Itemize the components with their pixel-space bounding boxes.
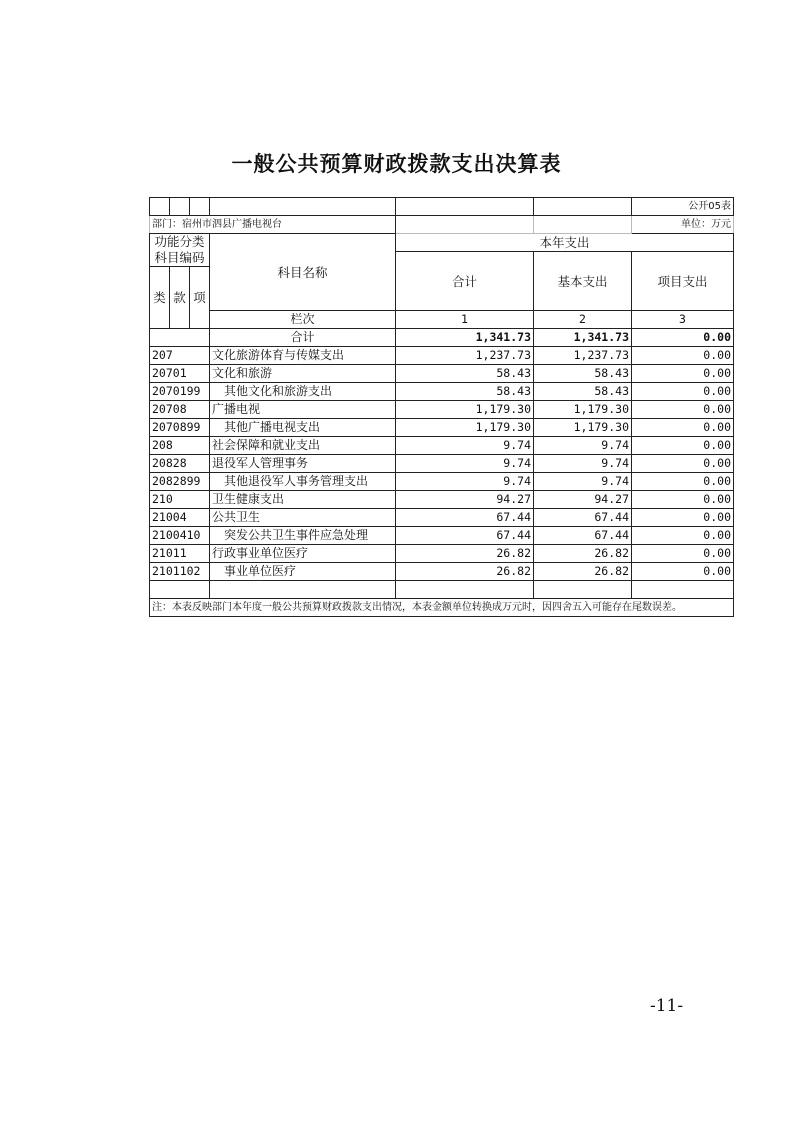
row-subject-name: 事业单位医疗 (210, 563, 396, 581)
table-row (150, 491, 734, 509)
row-total: 9.74 (396, 473, 534, 491)
table-row (150, 365, 734, 383)
lei-header: 类 (150, 267, 170, 329)
row-code: 207 (150, 347, 210, 365)
row-project: 0.00 (632, 473, 734, 491)
row-basic: 1,179.30 (534, 401, 632, 419)
row-subject-name: 行政事业单位医疗 (210, 545, 396, 563)
row-subject-name: 卫生健康支出 (210, 491, 396, 509)
row-basic: 58.43 (534, 383, 632, 401)
row-code: 20701 (150, 365, 210, 383)
col-index-2: 2 (534, 311, 632, 329)
total-row-label: 合计 (210, 329, 396, 347)
table-row (150, 455, 734, 473)
page-title: 一般公共预算财政拨款支出决算表 (231, 152, 562, 176)
this-year-header: 本年支出 (396, 234, 734, 252)
row-project: 0.00 (632, 365, 734, 383)
unit-label: 单位：万元 (632, 216, 734, 234)
row-total: 26.82 (396, 563, 534, 581)
row-project: 0.00 (632, 545, 734, 563)
row-subject-name: 其他退役军人事务管理支出 (210, 473, 396, 491)
row-project: 0.00 (632, 419, 734, 437)
row-project: 0.00 (632, 527, 734, 545)
row-total: 1,179.30 (396, 419, 534, 437)
row-code: 2082899 (150, 473, 210, 491)
row-total: 9.74 (396, 455, 534, 473)
row-basic: 67.44 (534, 527, 632, 545)
row-project: 0.00 (632, 437, 734, 455)
row-subject-name: 广播电视 (210, 401, 396, 419)
row-code: 21004 (150, 509, 210, 527)
kuan-header: 款 (170, 267, 190, 329)
project-header: 项目支出 (632, 252, 734, 311)
note-row (150, 599, 734, 617)
row-basic: 9.74 (534, 473, 632, 491)
row-total: 26.82 (396, 545, 534, 563)
row-project: 0.00 (632, 509, 734, 527)
row-subject-name: 其他广播电视支出 (210, 419, 396, 437)
lanci-label: 栏次 (210, 311, 396, 329)
total-header: 合计 (396, 252, 534, 311)
row-project: 0.00 (632, 563, 734, 581)
expenditure-table (149, 197, 734, 617)
row-project: 0.00 (632, 455, 734, 473)
row-code: 210 (150, 491, 210, 509)
row-basic: 58.43 (534, 365, 632, 383)
table-row (150, 347, 734, 365)
col-index-3: 3 (632, 311, 734, 329)
department-row (150, 216, 734, 234)
total-row-basic: 1,341.73 (534, 329, 632, 347)
header-row-1 (150, 234, 734, 252)
subject-name-header: 科目名称 (210, 234, 396, 311)
row-subject-name: 文化和旅游 (210, 365, 396, 383)
row-total: 1,179.30 (396, 401, 534, 419)
row-total: 67.44 (396, 527, 534, 545)
row-total: 94.27 (396, 491, 534, 509)
row-code: 20828 (150, 455, 210, 473)
row-total: 9.74 (396, 437, 534, 455)
table-row (150, 545, 734, 563)
row-subject-name: 其他文化和旅游支出 (210, 383, 396, 401)
data-rows (150, 347, 734, 581)
total-row-project: 0.00 (632, 329, 734, 347)
table-no-row (150, 198, 734, 216)
department-label: 部门：宿州市泗县广播电视台 (150, 216, 396, 234)
table-row (150, 401, 734, 419)
row-basic: 26.82 (534, 563, 632, 581)
table-row (150, 473, 734, 491)
row-subject-name: 突发公共卫生事件应急处理 (210, 527, 396, 545)
page-number: -11- (650, 996, 684, 1016)
row-basic: 9.74 (534, 455, 632, 473)
row-basic: 1,237.73 (534, 347, 632, 365)
note-text: 注：本表反映部门本年度一般公共预算财政拨款支出情况，本表金额单位转换成万元时，因四舍五入可能存在尾数误差。 (150, 599, 734, 617)
row-total: 58.43 (396, 365, 534, 383)
row-subject-name: 文化旅游体育与传媒支出 (210, 347, 396, 365)
row-basic: 26.82 (534, 545, 632, 563)
row-total: 1,237.73 (396, 347, 534, 365)
row-code: 21011 (150, 545, 210, 563)
row-code: 2070199 (150, 383, 210, 401)
row-code: 208 (150, 437, 210, 455)
table-row (150, 419, 734, 437)
row-code: 2101102 (150, 563, 210, 581)
xiang-header: 项 (190, 267, 210, 329)
row-total: 67.44 (396, 509, 534, 527)
func-code-header: 功能分类科目编码 (150, 234, 210, 267)
row-code: 2100410 (150, 527, 210, 545)
column-index-row (150, 311, 734, 329)
row-project: 0.00 (632, 383, 734, 401)
row-total: 58.43 (396, 383, 534, 401)
blank-row (150, 581, 734, 599)
row-basic: 9.74 (534, 437, 632, 455)
row-subject-name: 社会保障和就业支出 (210, 437, 396, 455)
row-code: 20708 (150, 401, 210, 419)
row-code: 2070899 (150, 419, 210, 437)
row-project: 0.00 (632, 491, 734, 509)
row-basic: 1,179.30 (534, 419, 632, 437)
total-row (150, 329, 734, 347)
total-row-total: 1,341.73 (396, 329, 534, 347)
row-project: 0.00 (632, 347, 734, 365)
basic-header: 基本支出 (534, 252, 632, 311)
table-row (150, 383, 734, 401)
row-subject-name: 退役军人管理事务 (210, 455, 396, 473)
table-row (150, 563, 734, 581)
table-row (150, 527, 734, 545)
row-project: 0.00 (632, 401, 734, 419)
row-subject-name: 公共卫生 (210, 509, 396, 527)
table-row (150, 437, 734, 455)
row-basic: 94.27 (534, 491, 632, 509)
table-number: 公开05表 (632, 198, 734, 216)
table-row (150, 509, 734, 527)
col-index-1: 1 (396, 311, 534, 329)
row-basic: 67.44 (534, 509, 632, 527)
